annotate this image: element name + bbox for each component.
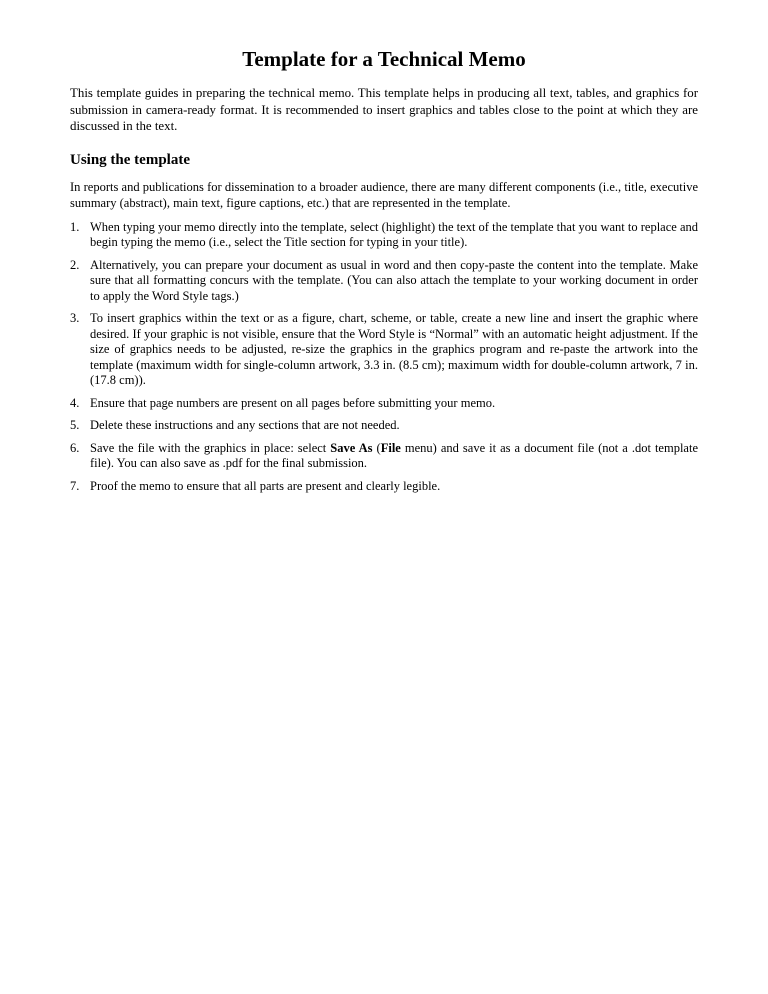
list-item-text: Ensure that page numbers are present on all pages before submitting your memo. xyxy=(90,395,496,410)
list-item-text: When typing your memo directly into the template, select (highlight) the text of the template that you want to replace and begin typing the memo (i.e., select the Title section for typing in your title). xyxy=(90,219,698,249)
paren-open: ( xyxy=(372,440,381,455)
list-item xyxy=(70,396,698,412)
list-item-number: 2. xyxy=(70,257,80,272)
list-item-number: 5. xyxy=(70,418,80,432)
list-item-text: Delete these instructions and any sections that are not needed. xyxy=(90,418,400,432)
list-item xyxy=(70,220,698,251)
list-item-number: 4. xyxy=(70,395,80,410)
list-item-number: 7. xyxy=(70,478,80,493)
save-as-command: Save As xyxy=(330,440,373,455)
list-item xyxy=(70,311,698,389)
list-item-number: 1. xyxy=(70,219,80,234)
list-item xyxy=(70,258,698,305)
list-item-text xyxy=(90,441,698,472)
list-item-text: Alternatively, you can prepare your document as usual in word and then copy-paste the content into the template. Make sure that all formatting concurs with the template. (You can also attach the template to your working document in order to apply the Word Style tags.) xyxy=(90,257,698,303)
section-heading: Using the template xyxy=(70,151,190,168)
list-item xyxy=(70,479,698,495)
intro-paragraph: This template guides in preparing the technical memo. This template helps in producing all text, tables, and graphics for submission in camera-ready format. It is recommended to insert graphics and tables close to the point at which they are discussed in the text. xyxy=(70,86,698,133)
save-instruction-rest: menu) and save it as a document file (not a .dot template file). You can also save as .pdf for the final submission. xyxy=(90,440,698,470)
list-item-text: To insert graphics within the text or as a figure, chart, scheme, or table, create a new line and insert the graphic where desired. If your graphic is not visible, ensure that the Word Style is “Normal” with an automatic height adjustment. If the size of graphics needs to be adjusted, re-size the graphics in the graphics program and re-paste the artwork into the template (maximum width for single-column artwork, 3.3 in. (8.5 cm); maximum width for double-column artwork, 7 in. (17.8 cm)). xyxy=(90,311,698,387)
file-menu-name: File xyxy=(380,440,401,455)
section-paragraph: In reports and publications for dissemination to a broader audience, there are many different components (i.e., title, executive summary (abstract), main text, figure captions, etc.) that are represented in the template. xyxy=(70,179,698,210)
save-instruction-text: Save the file with the graphics in place: select xyxy=(90,440,331,455)
document-page xyxy=(70,46,698,501)
list-item xyxy=(70,418,698,434)
list-item-text: Proof the memo to ensure that all parts are present and clearly legible. xyxy=(90,478,441,493)
list-item-number: 3. xyxy=(70,311,80,325)
document-title: Template for a Technical Memo xyxy=(242,47,526,71)
list-item-number: 6. xyxy=(70,440,80,455)
instruction-list xyxy=(70,220,698,495)
list-item xyxy=(70,441,698,472)
